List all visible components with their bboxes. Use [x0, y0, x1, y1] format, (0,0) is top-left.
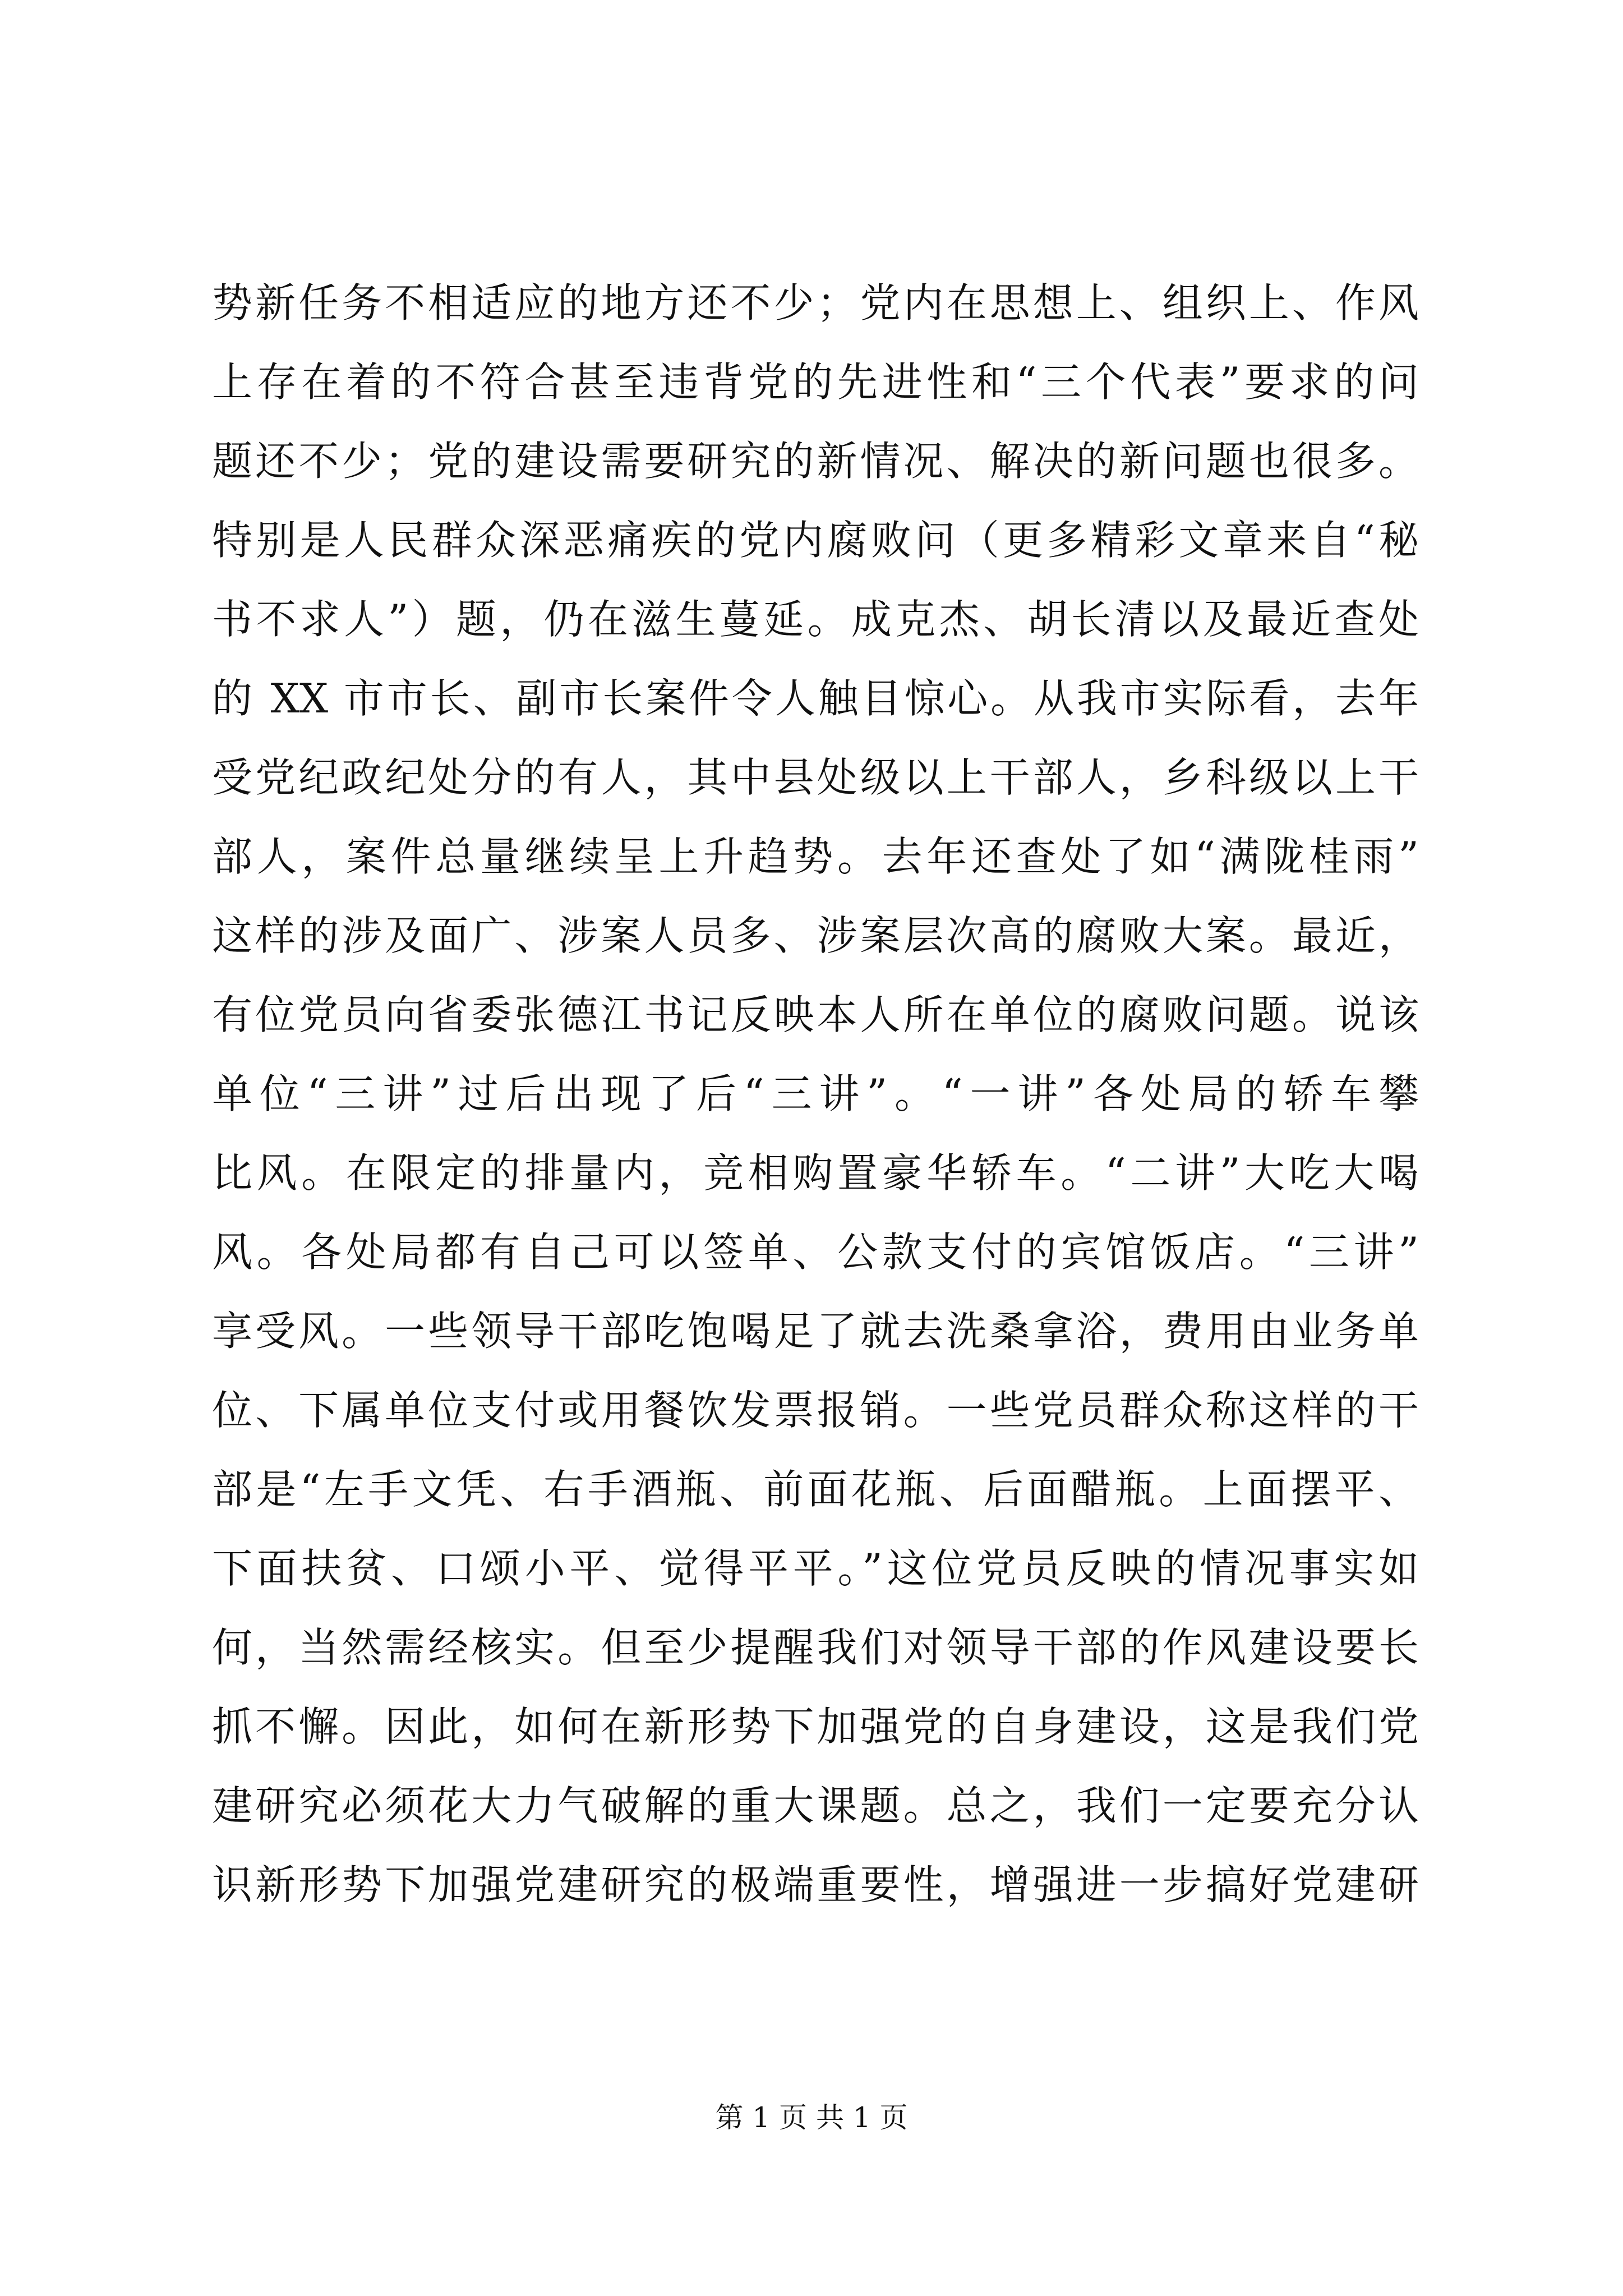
- text-line: 有位党员向省委张德江书记反映本人所在单位的腐败问题。说该: [212, 991, 1419, 1038]
- body-paragraph: [212, 264, 1419, 1925]
- text-line: 识新形势下加强党建研究的极端重要性，增强进一步搞好党建研: [212, 1861, 1419, 1908]
- text-line: 势新任务不相适应的地方还不少；党内在思想上、组织上、作风: [212, 279, 1419, 326]
- text-line: 比风。在限定的排量内，竞相购置豪华轿车。“二讲”大吃大喝: [212, 1149, 1419, 1197]
- text-line: 部是“左手文凭、右手酒瓶、前面花瓶、后面醋瓶。上面摆平、: [212, 1466, 1419, 1513]
- text-line: 下面扶贫、口颂小平、觉得平平。”这位党员反映的情况事实如: [212, 1545, 1419, 1592]
- text-line: 特别是人民群众深恶痛疾的党内腐败问（更多精彩文章来自“秘: [212, 517, 1419, 564]
- text-line: 单位“三讲”过后出现了后“三讲”。“一讲”各处局的轿车攀: [212, 1070, 1419, 1117]
- page-footer: 第 1 页 共 1 页: [715, 2101, 908, 2134]
- text-line: 风。各处局都有自己可以签单、公款支付的宾馆饭店。“三讲”: [212, 1228, 1419, 1276]
- text-line: 享受风。一些领导干部吃饱喝足了就去洗桑拿浴，费用由业务单: [212, 1308, 1419, 1355]
- text-line: 建研究必须花大力气破解的重大课题。总之，我们一定要充分认: [212, 1782, 1419, 1829]
- text-line: 何，当然需经核实。但至少提醒我们对领导干部的作风建设要长: [212, 1624, 1419, 1671]
- text-line: 部人，案件总量继续呈上升趋势。去年还查处了如“满陇桂雨”: [212, 833, 1419, 880]
- text-line: 题还不少；党的建设需要研究的新情况、解决的新问题也很多。: [212, 438, 1419, 485]
- text-line: 上存在着的不符合甚至违背党的先进性和“三个代表”要求的问: [212, 358, 1419, 406]
- text-line: 这样的涉及面广、涉案人员多、涉案层次高的腐败大案。最近，: [212, 912, 1419, 959]
- text-line: 受党纪政纪处分的有人，其中县处级以上干部人，乡科级以上干: [212, 754, 1419, 801]
- text-line: 抓不懈。因此，如何在新形势下加强党的自身建设，这是我们党: [212, 1703, 1419, 1750]
- text-line: 书不求人”）题，仍在滋生蔓延。成克杰、胡长清以及最近查处: [212, 596, 1419, 643]
- text-line: 的 XX 市市长、副市长案件令人触目惊心。从我市实际看，去年: [212, 675, 1419, 722]
- text-line: 位、下属单位支付或用餐饮发票报销。一些党员群众称这样的干: [212, 1387, 1419, 1434]
